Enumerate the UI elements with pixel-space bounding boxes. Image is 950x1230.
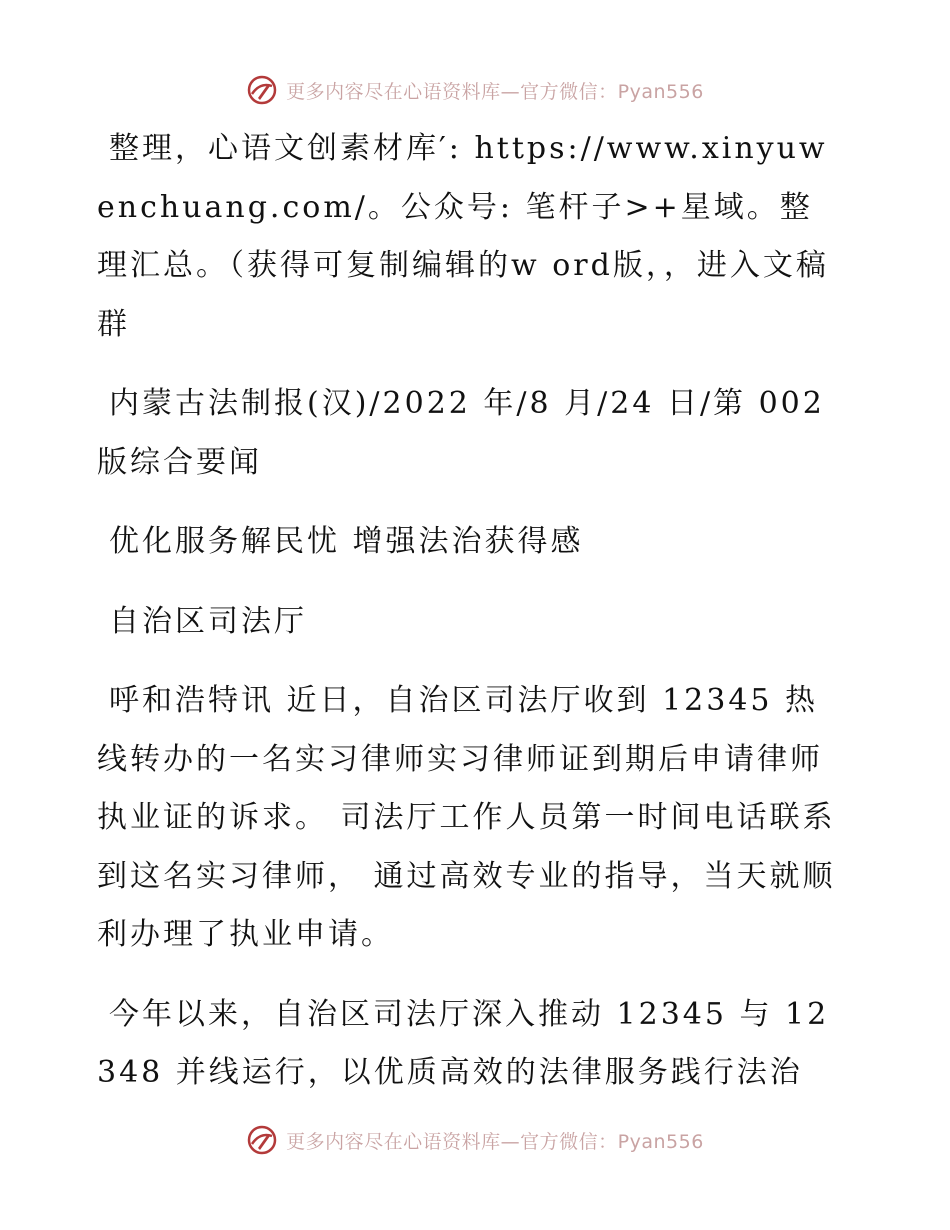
watermark-text: 更多内容尽在心语资料库—官方微信：Pyan556: [286, 1130, 704, 1153]
header-watermark: [0, 68, 950, 112]
watermark-text: 更多内容尽在心语资料库—官方微信：Pyan556: [286, 80, 704, 103]
pen-swirl-icon: [246, 74, 278, 106]
paragraph-publication-info: 内蒙古法制报(汉)/2022 年/8 月/24 日/第 002 版综合要闻: [97, 386, 825, 480]
document-body: [97, 120, 837, 1124]
pen-swirl-icon: [246, 1124, 278, 1156]
paragraph-source-note: 整理，心语文创素材库′: https://www.xinyuwenchuang.com/。公众号: 笔杆子>+星域。整理汇总。（获得可复制编辑的w ord版，，进入文稿群: [97, 131, 829, 342]
article-byline: 自治区司法厅: [109, 603, 307, 639]
article-paragraph: 今年以来，自治区司法厅深入推动 12345 与 12348 并线运行，以优质高效的法律服务践行法治: [97, 996, 830, 1090]
footer-watermark: [0, 1118, 950, 1162]
article-headline: 优化服务解民忧 增强法治获得感: [109, 524, 584, 559]
article-paragraph: 呼和浩特讯 近日，自治区司法厅收到 12345 热线转办的一名实习律师实习律师证到期后申请律师执业证的诉求。 司法厅工作人员第一时间电话联系到这名实习律师， 通过高效专业的指导，当天就顺利办理了执业申请。: [97, 683, 836, 952]
